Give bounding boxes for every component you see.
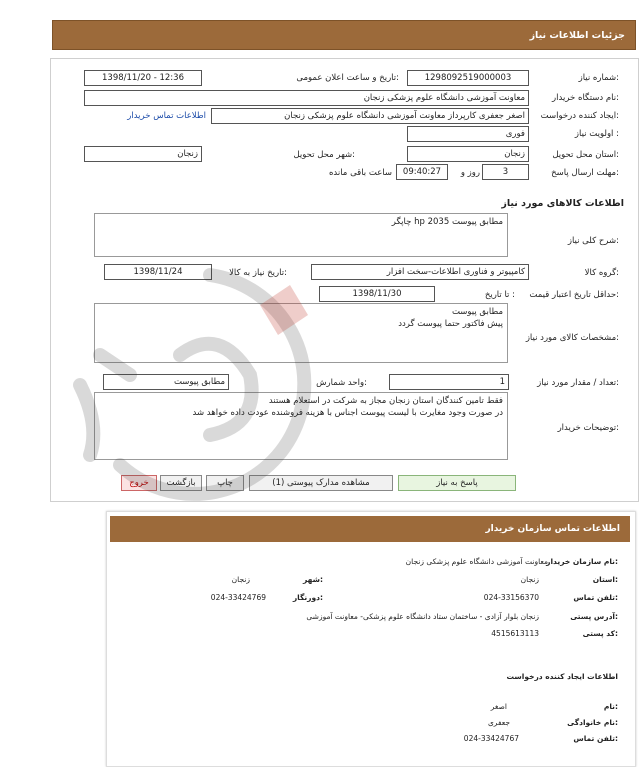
- delivery-city-label: شهر محل تحویل:: [293, 150, 355, 160]
- delivery-city-field: زنجان: [84, 146, 202, 162]
- remaining-text: ساعت باقی مانده: [328, 168, 392, 178]
- announce-date-field: 1398/11/20 - 12:36: [84, 70, 202, 86]
- need-number-label: شماره نیاز:: [578, 73, 619, 83]
- until-date-label: تا تاریخ :: [484, 290, 515, 300]
- buyer-name-field: معاونت آموزشی دانشگاه علوم پزشکی زنجان: [84, 90, 529, 106]
- creator-name-label: نام:: [603, 702, 618, 711]
- goods-spec-line: مطابق پیوست: [451, 307, 503, 317]
- creator-info-title: اطلاعات ایجاد کننده درخواست: [506, 672, 618, 681]
- contact-city-value: زنجان: [231, 575, 250, 584]
- goods-spec-line: پیش فاکتور حتما پیوست گردد: [398, 319, 503, 329]
- page-title: جزئیات اطلاعات نیاز: [529, 30, 625, 41]
- reply-to-need-button[interactable]: پاسخ به نیاز: [398, 475, 516, 491]
- print-button[interactable]: چاپ: [206, 475, 244, 491]
- creator-family-label: نام خانوادگی:: [567, 718, 618, 727]
- need-date-field: 1398/11/24: [104, 264, 212, 280]
- postal-code-value: 4515613113: [491, 629, 539, 638]
- goods-group-label: گروه کالا:: [584, 268, 619, 278]
- announce-date-label: تاریخ و ساعت اعلان عمومی:: [296, 73, 399, 83]
- priority-field: فوری: [407, 126, 529, 142]
- contact-card-title: اطلاعات تماس سازمان خریدار: [110, 516, 630, 542]
- org-name-value: معاونت آموزشی دانشگاه علوم پزشکی زنجان: [405, 557, 548, 566]
- unit-label: واحد شمارش:: [316, 378, 367, 388]
- unit-field: مطابق پیوست: [103, 374, 229, 390]
- price-validity-label: حداقل تاریخ اعتبار قیمت:: [529, 290, 619, 300]
- page-title-bar: [52, 20, 636, 50]
- buyer-name-label: نام دستگاه خریدار:: [552, 93, 619, 103]
- creator-phone-value: 024-33424767: [463, 734, 519, 743]
- goods-spec-label: مشخصات کالای مورد نیاز:: [525, 333, 619, 343]
- delivery-province-label: استان محل تحویل:: [552, 150, 619, 160]
- contact-province-value: زنجان: [520, 575, 539, 584]
- exit-button[interactable]: خروج: [121, 475, 157, 491]
- buyer-notes-line: در صورت وجود مغایرت با لیست پیوست اجناس با هزینه فروشنده عودت داده خواهد شد: [192, 408, 503, 418]
- buyer-contact-card: [106, 511, 636, 767]
- until-date-field: 1398/11/30: [319, 286, 435, 302]
- need-date-label: تاریخ نیاز به کالا:: [229, 268, 287, 278]
- deadline-time-field: 09:40:27: [396, 164, 448, 180]
- org-name-label: نام سازمان خریدار:: [546, 557, 618, 566]
- contact-province-label: استان:: [592, 575, 618, 584]
- creator-family-value: جعفری: [487, 718, 510, 727]
- contact-fax-label: دورنگار:: [292, 593, 323, 602]
- request-creator-field: اصغر جعفری کارپرداز معاونت آموزشی دانشگاه علوم پزشکی زنجان: [211, 108, 529, 124]
- view-attachments-button[interactable]: مشاهده مدارک پیوستی (1): [249, 475, 393, 491]
- contact-fax-value: 024-33424769: [210, 593, 266, 602]
- goods-group-field: کامپیوتر و فناوری اطلاعات-سخت افزار: [311, 264, 529, 280]
- need-description-text: چاپگر hp 2035 مطابق پیوست: [391, 217, 503, 227]
- priority-label: اولویت نیاز :: [574, 129, 619, 139]
- postal-address-label: آدرس پستی:: [570, 612, 618, 621]
- quantity-label: تعداد / مقدار مورد نیاز:: [537, 378, 619, 388]
- goods-spec-field: [94, 303, 508, 363]
- deadline-days-field: 3: [482, 164, 529, 180]
- need-description-label: شرح کلی نیاز:: [567, 236, 619, 246]
- buyer-contact-link[interactable]: اطلاعات تماس خریدار: [127, 111, 206, 121]
- request-creator-label: ایجاد کننده درخواست:: [540, 111, 619, 121]
- creator-phone-label: تلفن تماس:: [573, 734, 618, 743]
- back-button[interactable]: بازگشت: [160, 475, 202, 491]
- delivery-province-field: زنجان: [407, 146, 529, 162]
- contact-city-label: شهر:: [303, 575, 323, 584]
- need-number-field: 1298092519000003: [407, 70, 529, 86]
- need-description-field: [94, 213, 508, 257]
- creator-name-value: اصغر: [490, 702, 507, 711]
- deadline-label: مهلت ارسال پاسخ:: [551, 168, 619, 178]
- buyer-notes-field: [94, 392, 508, 460]
- quantity-field: 1: [389, 374, 509, 390]
- postal-code-label: کد پستی:: [582, 629, 618, 638]
- buyer-notes-label: توضیحات خریدار:: [557, 423, 619, 433]
- postal-address-value: زنجان بلوار آزادی - ساختمان ستاد دانشگاه علوم پزشکی- معاونت آموزشی: [306, 612, 539, 621]
- contact-phone-value: 024-33156370: [483, 593, 539, 602]
- buyer-notes-line: فقط تامین کنندگان استان زنجان مجاز به شرکت در استعلام هستند: [268, 396, 503, 406]
- contact-phone-label: تلفن تماس:: [573, 593, 618, 602]
- goods-section-title: اطلاعات کالاهای مورد نیاز: [501, 198, 624, 209]
- deadline-days-unit: روز و: [460, 168, 480, 178]
